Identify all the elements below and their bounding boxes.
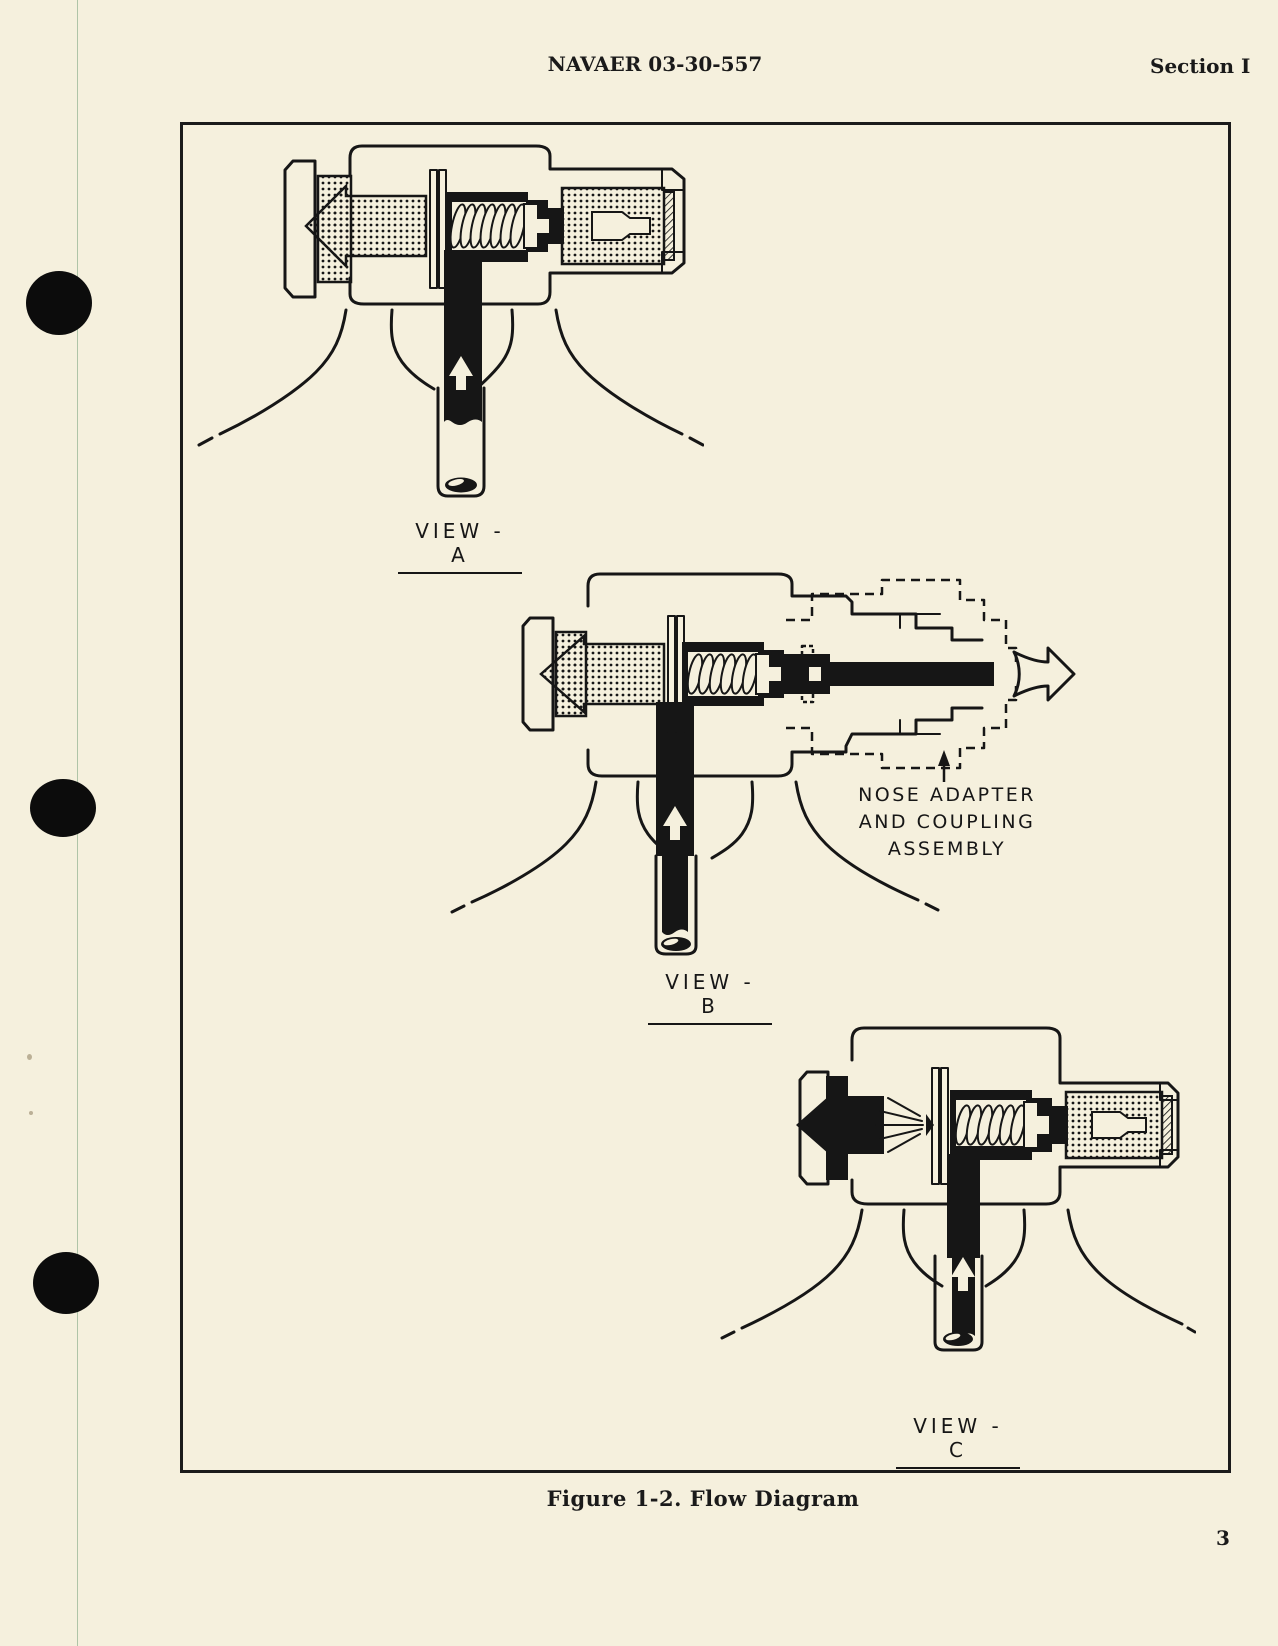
flow-out-arrow-icon bbox=[1014, 648, 1074, 700]
washer-plates bbox=[430, 170, 446, 288]
view-a-label: VIEW - A bbox=[398, 519, 522, 574]
binder-hole bbox=[33, 1252, 99, 1314]
view-c-label: VIEW - C bbox=[896, 1414, 1020, 1469]
annotation-arrow-icon bbox=[938, 750, 950, 782]
spring-coils bbox=[953, 1104, 1028, 1146]
annotation-line-3: ASSEMBLY bbox=[887, 838, 1007, 860]
binder-hole bbox=[30, 779, 96, 837]
nose-adapter-annotation bbox=[842, 782, 1052, 863]
poppet-tip bbox=[808, 666, 822, 682]
stem-end-cap bbox=[1162, 1096, 1172, 1154]
seat-passage bbox=[1050, 1113, 1066, 1137]
figure-caption: Figure 1-2. Flow Diagram bbox=[546, 1486, 860, 1511]
paper-speck bbox=[29, 1111, 33, 1115]
view-c-label-wrap bbox=[896, 1414, 1020, 1469]
valve-housing bbox=[588, 574, 982, 640]
stem-end-cap bbox=[664, 192, 674, 260]
valve-housing-lower bbox=[588, 708, 982, 776]
outlet-flow-bar bbox=[830, 662, 994, 686]
view-c-diagram bbox=[716, 1004, 1196, 1364]
binder-hole bbox=[26, 271, 92, 335]
flow-channel bbox=[947, 1154, 980, 1339]
washer-plates bbox=[932, 1068, 948, 1184]
annotation-line-2: AND COUPLING bbox=[858, 811, 1036, 833]
header-section-label: Section I bbox=[1150, 54, 1251, 78]
plug-body-filled bbox=[796, 1088, 884, 1162]
page-number: 3 bbox=[1216, 1526, 1230, 1550]
view-a-diagram bbox=[194, 132, 704, 517]
view-b-label: VIEW - B bbox=[648, 970, 772, 1025]
header-doc-number: NAVAER 03-30-557 bbox=[547, 52, 763, 76]
annotation-line-1: NOSE ADAPTER bbox=[858, 784, 1036, 806]
flow-channel bbox=[444, 250, 482, 425]
spring-coils bbox=[685, 653, 760, 695]
view-b-diagram bbox=[416, 554, 1076, 964]
spring-coils bbox=[448, 203, 529, 249]
paper-speck bbox=[27, 1054, 32, 1060]
